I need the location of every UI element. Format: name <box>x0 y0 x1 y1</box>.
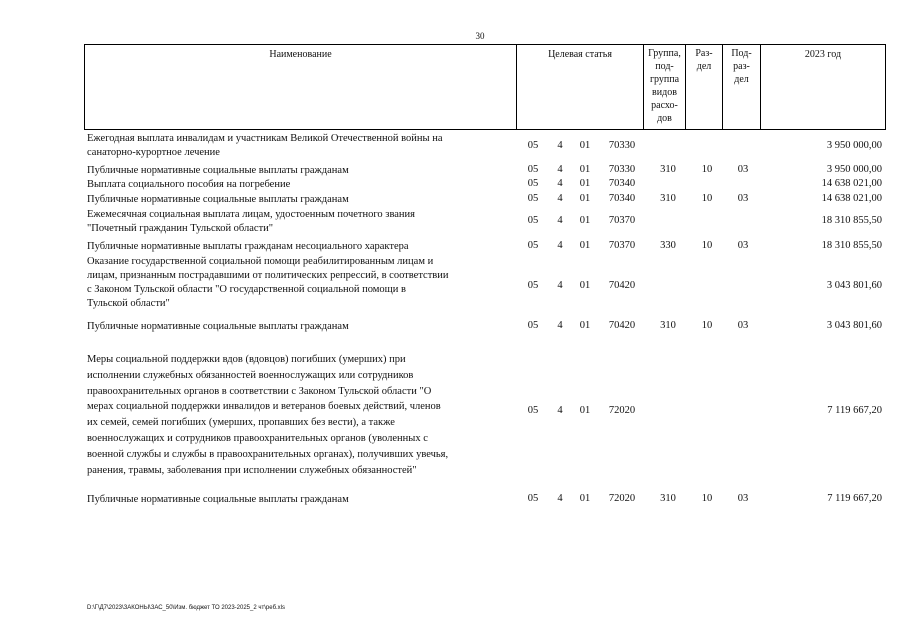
cell-direction: 70340 <box>608 178 636 189</box>
cell-direction: 70370 <box>608 215 636 226</box>
cell-main-event: 01 <box>579 164 591 175</box>
cell-amount: 7 119 667,20 <box>827 493 882 504</box>
row-name: Ежегодная выплата инвалидам и участникам Великой Отечественной войны на санаторно-курортное лечение <box>87 133 443 158</box>
cell-direction: 70370 <box>608 240 636 251</box>
cell-program: 05 <box>527 178 539 189</box>
header-subsection: Под- раз- дел <box>723 44 761 130</box>
cell-group: 310 <box>660 320 676 331</box>
row-name: Оказание государственной социальной помощи реабилитированным лицам и лицам, признанным пострадавшими от политических репрессий, в соответствии с Законом Тульской области "О государственной социальной помощи в Тульской области" <box>87 256 449 309</box>
cell-program: 05 <box>527 320 539 331</box>
cell-main-event: 01 <box>579 240 591 251</box>
cell-subsection: 03 <box>737 493 749 504</box>
row-name: Публичные нормативные выплаты гражданам несоциального характера <box>87 241 409 252</box>
row-name: Публичные нормативные социальные выплаты гражданам <box>87 321 349 332</box>
cell-subprogram: 4 <box>557 178 563 189</box>
cell-section: 10 <box>701 164 713 175</box>
cell-subsection: 03 <box>737 240 749 251</box>
cell-group: 310 <box>660 493 676 504</box>
cell-subsection: 03 <box>737 320 749 331</box>
cell-direction: 72020 <box>608 405 636 416</box>
cell-amount: 3 043 801,60 <box>826 320 882 331</box>
cell-section: 10 <box>701 240 713 251</box>
cell-main-event: 01 <box>579 405 591 416</box>
cell-subprogram: 4 <box>557 493 563 504</box>
cell-amount: 3 950 000,00 <box>826 164 882 175</box>
cell-subsection: 03 <box>737 193 749 204</box>
cell-program: 05 <box>527 493 539 504</box>
cell-main-event: 01 <box>579 280 591 291</box>
cell-direction: 70420 <box>608 280 636 291</box>
row-name: Ежемесячная социальная выплата лицам, удостоенным почетного звания "Почетный гражданин Тульской области" <box>87 209 415 234</box>
cell-amount: 14 638 021,00 <box>821 193 882 204</box>
cell-main-event: 01 <box>579 140 591 151</box>
row-name: Публичные нормативные социальные выплаты гражданам <box>87 494 349 505</box>
cell-subprogram: 4 <box>557 280 563 291</box>
cell-amount: 18 310 855,50 <box>821 215 882 226</box>
cell-section: 10 <box>701 493 713 504</box>
cell-program: 05 <box>527 280 539 291</box>
cell-program: 05 <box>527 215 539 226</box>
cell-main-event: 01 <box>579 193 591 204</box>
cell-main-event: 01 <box>579 493 591 504</box>
cell-subprogram: 4 <box>557 215 563 226</box>
cell-direction: 72020 <box>608 493 636 504</box>
page-number: 30 <box>475 31 485 41</box>
header-group: Группа, под- группа видов расхо- дов <box>644 44 686 130</box>
cell-direction: 70330 <box>608 164 636 175</box>
cell-subprogram: 4 <box>557 140 563 151</box>
cell-subprogram: 4 <box>557 240 563 251</box>
cell-subprogram: 4 <box>557 164 563 175</box>
cell-program: 05 <box>527 405 539 416</box>
cell-amount: 7 119 667,20 <box>827 405 882 416</box>
cell-main-event: 01 <box>579 320 591 331</box>
header-name: Наименование <box>84 44 517 130</box>
header-year: 2023 год <box>761 44 886 130</box>
cell-subprogram: 4 <box>557 193 563 204</box>
cell-amount: 3 950 000,00 <box>826 140 882 151</box>
cell-group: 310 <box>660 193 676 204</box>
cell-direction: 70340 <box>608 193 636 204</box>
header-section: Раз- дел <box>686 44 723 130</box>
cell-subsection: 03 <box>737 164 749 175</box>
cell-group: 310 <box>660 164 676 175</box>
row-name: Меры социальной поддержки вдов (вдовцов) погибших (умерших) при исполнении служебных обязанностей военнослужащих или сотрудников правоохранительных органов в соответствии с Законом Тульской области "О мерах социальной поддержки инвалидов и ветеранов боевых действий, членов их семей, семей погибших (умерших, пропавших без вести), а также военнослужащих и сотрудников правоохранительных органов (уволенных с военной службы и службы в правоохранительных органах), получивших увечья, ранения, травмы, заболевания при исполнении служебных обязанностей" <box>87 354 449 476</box>
cell-section: 10 <box>701 320 713 331</box>
cell-program: 05 <box>527 240 539 251</box>
header-target-article: Целевая статья <box>517 44 644 130</box>
row-name: Выплата социального пособия на погребение <box>87 179 291 190</box>
cell-amount: 3 043 801,60 <box>826 280 882 291</box>
cell-program: 05 <box>527 164 539 175</box>
cell-program: 05 <box>527 193 539 204</box>
cell-amount: 18 310 855,50 <box>821 240 882 251</box>
cell-subprogram: 4 <box>557 320 563 331</box>
file-path-footer: D:\Г\Д7\2023\ЗАКОНЫ\ЗАС_50\Изм. бюджет ТО 2023-2025_2 чт\рeб.xls <box>87 605 286 611</box>
cell-section: 10 <box>701 193 713 204</box>
cell-direction: 70420 <box>608 320 636 331</box>
cell-amount: 14 638 021,00 <box>821 178 882 189</box>
cell-main-event: 01 <box>579 215 591 226</box>
cell-group: 330 <box>660 240 676 251</box>
row-name: Публичные нормативные социальные выплаты гражданам <box>87 165 349 176</box>
cell-direction: 70330 <box>608 140 636 151</box>
cell-main-event: 01 <box>579 178 591 189</box>
cell-program: 05 <box>527 140 539 151</box>
cell-subprogram: 4 <box>557 405 563 416</box>
row-name: Публичные нормативные социальные выплаты гражданам <box>87 194 349 205</box>
